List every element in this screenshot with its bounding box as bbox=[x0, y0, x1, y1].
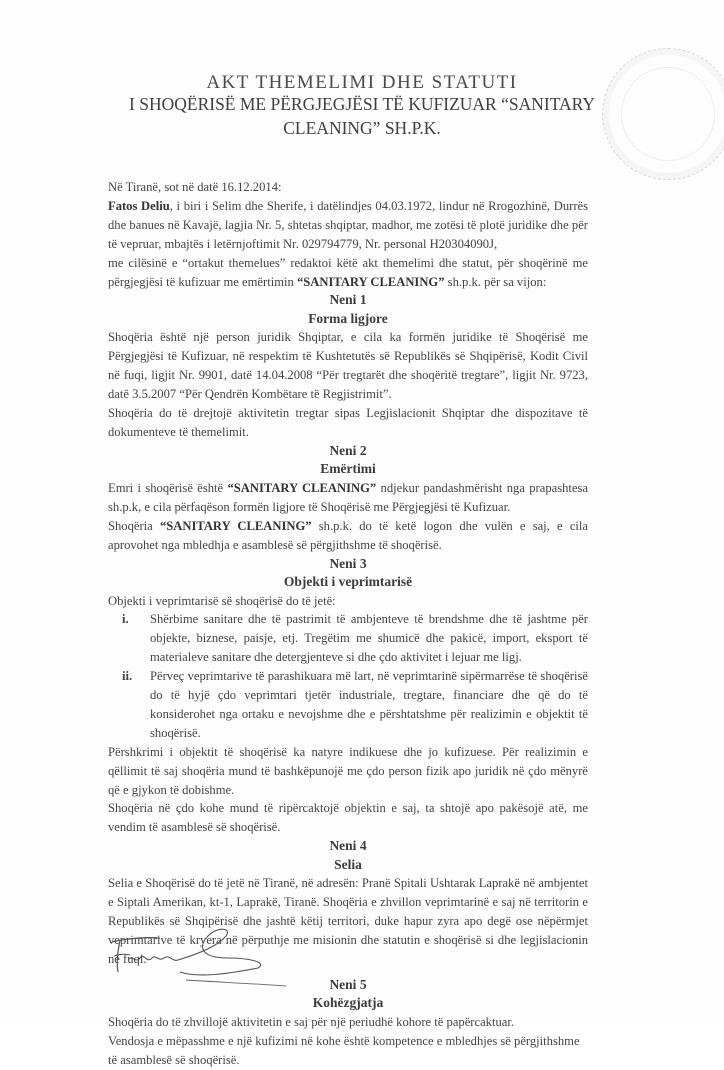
article-2-text: Emri i shoqërisë është bbox=[108, 480, 228, 495]
article-3-heading: Objekti i veprimtarisë bbox=[283, 574, 413, 589]
article-4-number: Neni 4 bbox=[329, 838, 367, 854]
article-2-paragraph bbox=[108, 479, 588, 517]
founder-paragraph bbox=[108, 197, 588, 254]
company-name: “SANITARY CLEANING” bbox=[227, 480, 377, 495]
article-1-heading: Forma ligjore bbox=[308, 310, 388, 326]
founder-name: Fatos Deliu bbox=[108, 198, 170, 213]
article-5-paragraph: Vendosja e mëpasshme e një kufizimi në kohe është kompetence e mbledhjes së përgjithshme të asamblesë së shoqërisë. bbox=[108, 1033, 580, 1067]
article-3-intro: Objekti i veprimtarisë së shoqërisë do të jetë: bbox=[108, 593, 336, 608]
list-item-number: i. bbox=[122, 612, 129, 627]
article-1-paragraph: Shoqëria është një person juridik Shqiptar, e cila ka formën juridike të Shoqërisë me Përgjegjësi të Kufizuar, në respektim të Kushtetutës së Republikës së Shqipërisë, Kodit Civil në fuqi, ligjit Nr. 9901, datë 14.04.2008 “Për tregtarët dhe shoqëritë tregtare”, ligjit Nr. 9723, datë 3.5.2007 “Për Qendrën Kombëtare të Regjistrimit”. bbox=[108, 330, 588, 402]
handwritten-signature bbox=[108, 928, 298, 988]
company-name: “SANITARY CLEANING” bbox=[159, 518, 312, 533]
article-3-number: Neni 3 bbox=[329, 555, 367, 571]
list-item-text: Përveç veprimtarive të parashikuara më lart, në veprimtarinë sipërmarrëse të shoqërisë do të hyjë çdo veprimtari tjetër industriale, tregtare, financiare dhe që do të konsiderohet nga ortaku e nevojshme dhe e përshtatshme për realizimin e objektit të shoqërisë. bbox=[150, 669, 588, 740]
article-2-text: Shoqëria bbox=[108, 518, 160, 533]
article-1-number: Neni 1 bbox=[329, 292, 367, 308]
list-item bbox=[108, 610, 588, 667]
company-name: “SANITARY CLEANING” bbox=[296, 274, 445, 289]
article-3-paragraph: Përshkrimi i objektit të shoqërisë ka natyre indikuese dhe jo kufizuese. Për realizimin e qëllimit të saj shoqëria mund të bashkëpunojë me çdo person fizik apo juridik në çdo mënyrë që e gjykon të dobishme. bbox=[108, 744, 588, 797]
list-item-text: Shërbime sanitare dhe të pastrimit të ambjenteve të brendshme dhe të jashtme për objekte, biznese, paisje, etj. Tregëtim me shumicë dhe pakicë, import, eksport të materialeve sanitare dhe detergjenteve si dhe çdo aktivitet i lejuar me ligj. bbox=[150, 612, 588, 665]
document-title: AKT THEMELIMI DHE STATUTI bbox=[206, 72, 518, 93]
article-4-paragraph: Selia e Shoqërisë do të jetë në Tiranë, në adresën: Pranë Spitali Ushtarak Laprakë në ambjentet e Siptali Amerikan, kt-1, Laprakë, Tiranë. Shoqëria e zhvillon veprimtarinë e saj në territorin e Republikës së Shqipërisë dhe jashtë këtij territori, duke hapur zyra apo degë ose nëpërmjet veprimtarive të kryera në përputhje me misionin dhe statutin e shoqërisë si dhe legjislacionin në fuqi. bbox=[108, 876, 588, 966]
article-5-paragraph: Shoqëria do të zhvillojë aktivitetin e saj për një periudhë kohore të papërcaktuar. bbox=[108, 1014, 515, 1029]
document-subtitle bbox=[0, 92, 724, 140]
founder-details: , i biri i Selim dhe Sherife, i datëlindjes 04.03.1972, lindur në Rrogozhinë, Durrës dhe banues në Kavajë, lagjia Nr. 5, shtetas shqiptar, madhor, me zotësi të plotë juridike dhe për të vepruar, mbajtës i letërnjoftimit Nr. 029794779, Nr. personal H20304090J, bbox=[108, 198, 589, 251]
article-4-heading: Selia bbox=[334, 856, 362, 872]
article-3-paragraph: Shoqëria në çdo kohe mund të ripërcaktojë objektin e saj, ta shtojë apo pakësojë atë, me vendim të asamblesë së shoqërisë. bbox=[108, 801, 588, 835]
list-item-number: ii. bbox=[122, 669, 133, 684]
article-3-list bbox=[108, 610, 588, 742]
date-line: Në Tiranë, sot në datë 16.12.2014: bbox=[108, 180, 282, 194]
founder-role-paragraph bbox=[108, 254, 588, 292]
list-item bbox=[108, 667, 588, 743]
document-subtitle-text: I SHOQËRISË ME PËRGJEGJËSI TË KUFIZUAR “SANITARY CLEANING” SH.P.K. bbox=[129, 94, 595, 138]
founder-role-outro: sh.p.k. për sa vijon: bbox=[444, 274, 547, 289]
article-5-heading: Kohëzgjatja bbox=[312, 995, 384, 1011]
founder-role-intro: me cilësinë e “ortakut themelues” redaktoi këtë akt themelimi dhe statut, për shoqërinë me përgjegjësi të kufizuar me emërtimin bbox=[108, 255, 588, 289]
article-5-number: Neni 5 bbox=[329, 976, 367, 992]
article-2-paragraph bbox=[108, 517, 588, 555]
article-2-text: sh.p.k. do të ketë logon dhe vulën e saj, e cila aprovohet nga mbledhja e asamblesë së përgjithshme të shoqërisë. bbox=[108, 518, 588, 552]
article-2-text: ndjekur pandashmërisht nga prapashtesa sh.p.k, e cila përfaqëson formën ligjore të Shoqërisë me Përgjegjësi të Kufizuar. bbox=[108, 480, 588, 514]
article-2-heading: Emërtimi bbox=[320, 461, 376, 477]
article-1-paragraph: Shoqëria do të drejtojë aktivitetin tregtar sipas Legjislacionit Shqiptar dhe dispozitave të dokumenteve të themelimit. bbox=[108, 406, 588, 439]
article-2-number: Neni 2 bbox=[329, 442, 367, 458]
